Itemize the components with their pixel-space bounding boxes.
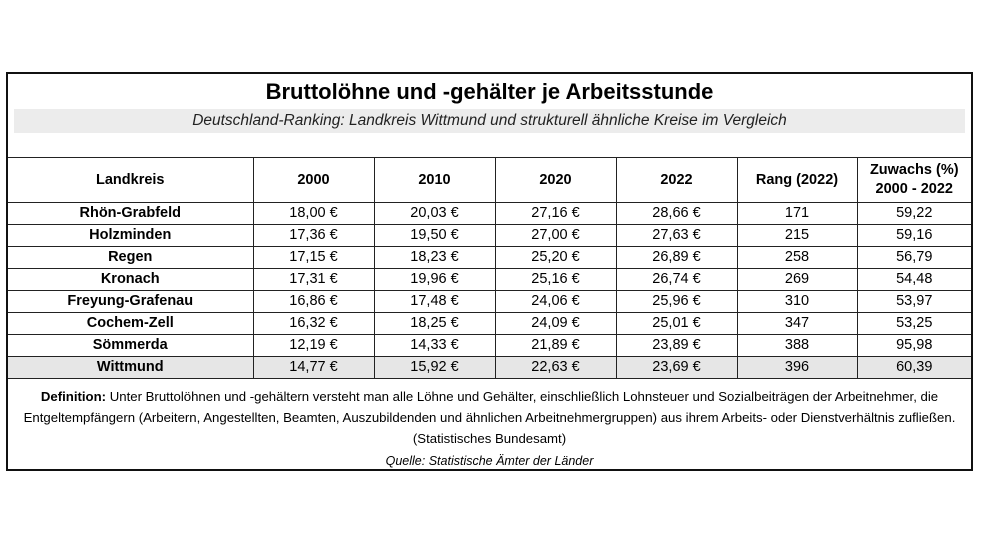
cell-2000: 17,36 € (253, 225, 374, 247)
cell-2022: 25,96 € (616, 291, 737, 313)
table-row (8, 335, 971, 357)
source-note: Quelle: Statistische Ämter der Länder (385, 454, 594, 468)
cell-2022: 27,63 € (616, 225, 737, 247)
cell-landkreis: Wittmund (8, 357, 253, 379)
column-header-landkreis: Landkreis (8, 158, 253, 203)
cell-landkreis: Freyung-Grafenau (8, 291, 253, 313)
cell-rang: 258 (737, 247, 857, 269)
cell-zuwachs: 95,98 (857, 335, 971, 357)
table-body (8, 203, 971, 379)
cell-2010: 14,33 € (374, 335, 495, 357)
cell-2020: 27,00 € (495, 225, 616, 247)
cell-2022: 25,01 € (616, 313, 737, 335)
cell-rang: 388 (737, 335, 857, 357)
cell-rang: 215 (737, 225, 857, 247)
cell-landkreis: Kronach (8, 269, 253, 291)
cell-2000: 17,15 € (253, 247, 374, 269)
cell-2010: 18,25 € (374, 313, 495, 335)
table-header-row (8, 158, 971, 203)
column-header-zuwachs-line2: 2000 - 2022 (875, 181, 953, 197)
table-row (8, 247, 971, 269)
page-title: Bruttolöhne und -gehälter je Arbeitsstunde (265, 79, 714, 104)
cell-2022: 23,89 € (616, 335, 737, 357)
cell-landkreis: Holzminden (8, 225, 253, 247)
definition-body: Unter Bruttolöhnen und -gehältern versteht man alle Löhne und Gehälter, einschließlich Lohnsteuer und Sozialbeiträgen der Arbeitnehmer, die Entgeltempfängern (Arbeitern, Angestellten, Beamten, Auszubildenden und ähnlichen Arbeitnehmergruppen) aus ihrem Arbeits- oder Dienstverhältnis zufließen. (Statistisches Bundesamt) (23, 389, 956, 446)
cell-2020: 25,20 € (495, 247, 616, 269)
cell-zuwachs: 54,48 (857, 269, 971, 291)
cell-2010: 15,92 € (374, 357, 495, 379)
table-row (8, 269, 971, 291)
table-row (8, 225, 971, 247)
column-header-2022: 2022 (616, 158, 737, 203)
cell-2020: 24,06 € (495, 291, 616, 313)
definition-text (12, 386, 967, 449)
table-row (8, 203, 971, 225)
cell-zuwachs: 53,25 (857, 313, 971, 335)
cell-2000: 14,77 € (253, 357, 374, 379)
cell-rang: 171 (737, 203, 857, 225)
page-subtitle: Deutschland-Ranking: Landkreis Wittmund und strukturell ähnliche Kreise im Vergleich (14, 109, 965, 133)
table-card (6, 72, 973, 471)
cell-rang: 310 (737, 291, 857, 313)
column-header-2010: 2010 (374, 158, 495, 203)
cell-2000: 16,32 € (253, 313, 374, 335)
cell-2020: 21,89 € (495, 335, 616, 357)
table-row (8, 313, 971, 335)
ranking-table (8, 157, 971, 379)
cell-2010: 18,23 € (374, 247, 495, 269)
column-header-zuwachs-line1: Zuwachs (%) (869, 162, 959, 178)
column-header-2020: 2020 (495, 158, 616, 203)
cell-2022: 26,74 € (616, 269, 737, 291)
cell-rang: 269 (737, 269, 857, 291)
cell-2010: 20,03 € (374, 203, 495, 225)
cell-rang: 347 (737, 313, 857, 335)
cell-zuwachs: 53,97 (857, 291, 971, 313)
cell-zuwachs: 59,16 (857, 225, 971, 247)
cell-2000: 16,86 € (253, 291, 374, 313)
cell-landkreis: Regen (8, 247, 253, 269)
cell-2010: 17,48 € (374, 291, 495, 313)
cell-2020: 24,09 € (495, 313, 616, 335)
cell-2022: 28,66 € (616, 203, 737, 225)
cell-2022: 23,69 € (616, 357, 737, 379)
cell-landkreis: Cochem-Zell (8, 313, 253, 335)
cell-zuwachs: 56,79 (857, 247, 971, 269)
cell-landkreis: Sömmerda (8, 335, 253, 357)
cell-2000: 12,19 € (253, 335, 374, 357)
definition-label: Definition: (40, 389, 107, 404)
column-header-zuwachs (857, 158, 971, 203)
cell-landkreis: Rhön-Grabfeld (8, 203, 253, 225)
cell-zuwachs: 59,22 (857, 203, 971, 225)
cell-2000: 17,31 € (253, 269, 374, 291)
cell-zuwachs: 60,39 (857, 357, 971, 379)
cell-2020: 25,16 € (495, 269, 616, 291)
cell-2010: 19,50 € (374, 225, 495, 247)
cell-2020: 22,63 € (495, 357, 616, 379)
cell-2010: 19,96 € (374, 269, 495, 291)
table-row (8, 291, 971, 313)
cell-2020: 27,16 € (495, 203, 616, 225)
cell-2022: 26,89 € (616, 247, 737, 269)
column-header-2000: 2000 (253, 158, 374, 203)
column-header-rang: Rang (2022) (737, 158, 857, 203)
cell-rang: 396 (737, 357, 857, 379)
table-row (8, 357, 971, 379)
cell-2000: 18,00 € (253, 203, 374, 225)
